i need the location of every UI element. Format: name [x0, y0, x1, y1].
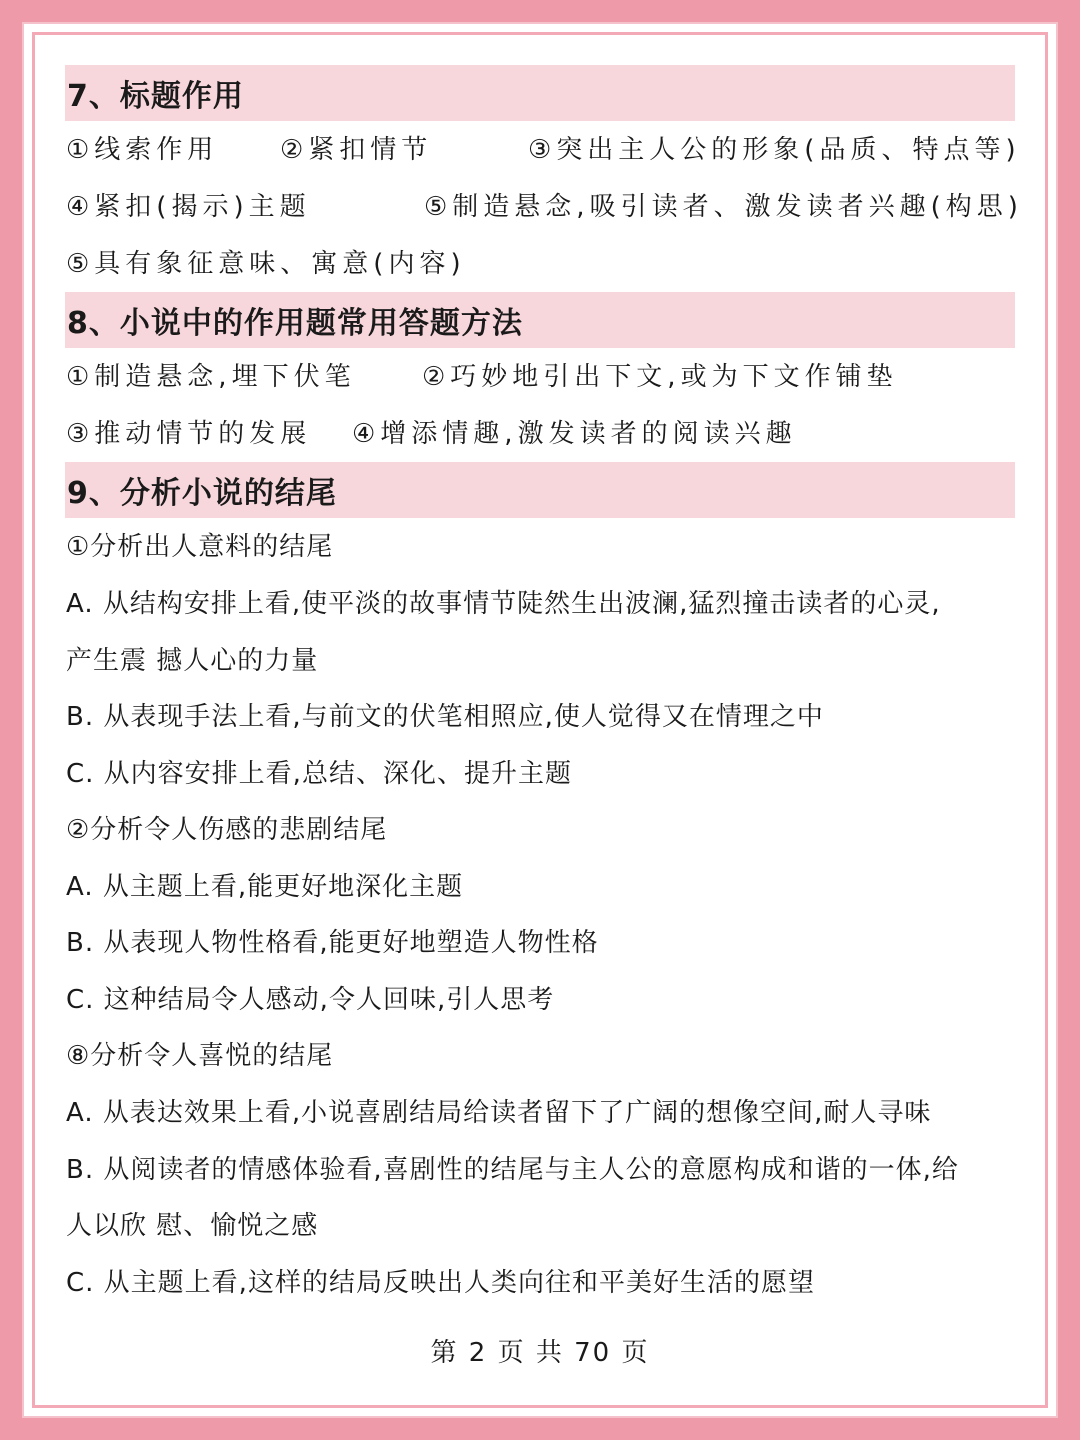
section-9-line-12: B. 从阅读者的情感体验看,喜剧性的结尾与主人公的意愿构成和谐的一体,给	[66, 1155, 959, 1185]
section-8-item-1: ①制造悬念,埋下伏笔	[66, 362, 356, 392]
section-9-line-4: B. 从表现手法上看,与前文的伏笔相照应,使人觉得又在情理之中	[66, 702, 824, 732]
section-7-item-6: ⑤具有象征意味、寓意(内容)	[66, 249, 466, 279]
section-9-line-9: C. 这种结局令人感动,令人回味,引人思考	[66, 985, 555, 1015]
section-8-item-3: ③推动情节的发展	[66, 419, 312, 449]
section-9-line-3: 产生震 撼人心的力量	[66, 646, 319, 676]
section-9-line-1: ①分析出人意料的结尾	[66, 532, 334, 562]
section-9-line-14: C. 从主题上看,这样的结局反映出人类向往和平美好生活的愿望	[66, 1268, 815, 1298]
section-7-item-1: ①线索作用	[66, 135, 219, 165]
section-9-line-13: 人以欣 慰、愉悦之感	[66, 1211, 319, 1241]
section-8-item-4: ④增添情趣,激发读者的阅读兴趣	[352, 419, 797, 449]
section-7-item-5: ⑤制造悬念,吸引读者、激发读者兴趣(构思)	[424, 192, 1023, 222]
section-9-line-10: ⑧分析令人喜悦的结尾	[66, 1041, 334, 1071]
section-9-title: 9、分析小说的结尾	[65, 462, 1015, 518]
section-9-line-8: B. 从表现人物性格看,能更好地塑造人物性格	[66, 928, 599, 958]
section-9-line-11: A. 从表达效果上看,小说喜剧结局给读者留下了广阔的想像空间,耐人寻味	[66, 1098, 932, 1128]
section-7-item-3: ③突出主人公的形象(品质、特点等)	[528, 135, 1021, 165]
document-page	[22, 22, 1058, 1418]
section-7-item-4: ④紧扣(揭示)主题	[66, 192, 311, 222]
section-8-title: 8、小说中的作用题常用答题方法	[65, 292, 1015, 348]
section-9-line-5: C. 从内容安排上看,总结、深化、提升主题	[66, 759, 572, 789]
section-9-line-6: ②分析令人伤感的悲剧结尾	[66, 815, 388, 845]
page-number-footer: 第 2 页 共 70 页	[430, 1338, 650, 1368]
section-7-title: 7、标题作用	[65, 65, 1015, 121]
section-9-line-2: A. 从结构安排上看,使平淡的故事情节陡然生出波澜,猛烈撞击读者的心灵,	[66, 589, 941, 619]
section-8-item-2: ②巧妙地引出下文,或为下文作铺垫	[422, 362, 898, 392]
section-7-item-2: ②紧扣情节	[280, 135, 433, 165]
section-9-line-7: A. 从主题上看,能更好地深化主题	[66, 872, 464, 902]
